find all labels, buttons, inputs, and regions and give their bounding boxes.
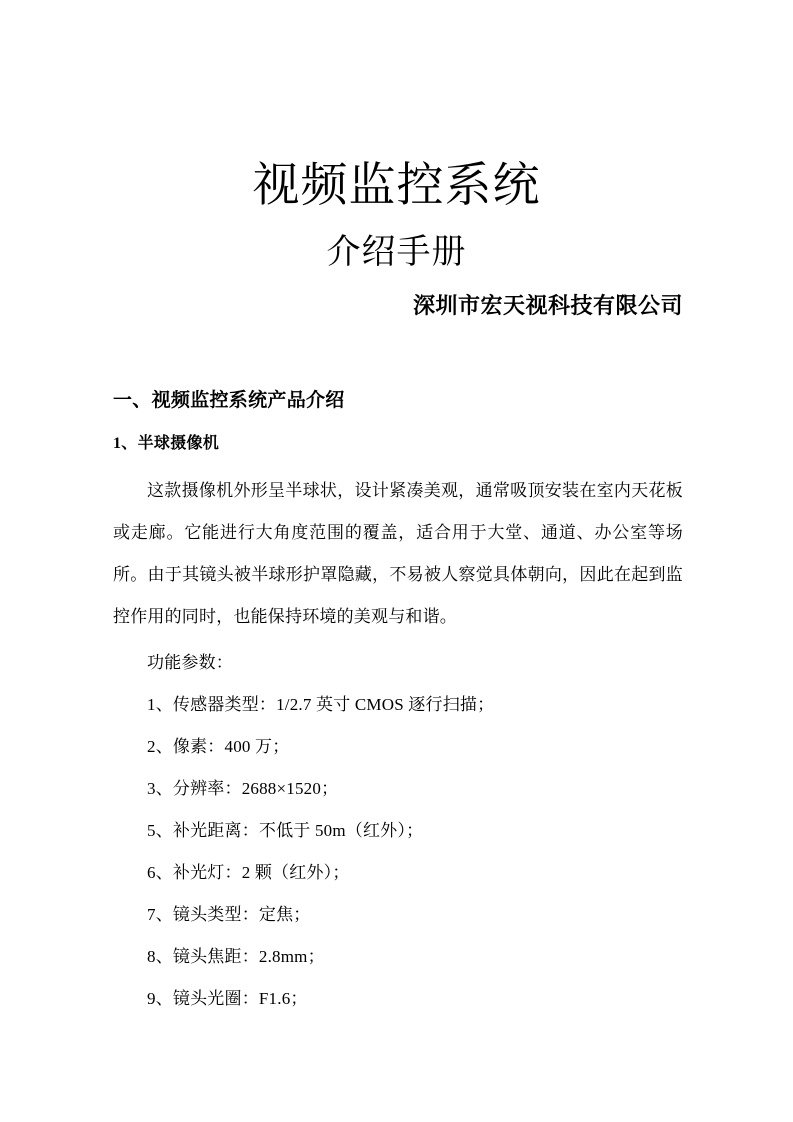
parameters-label: 功能参数： — [147, 653, 233, 672]
list-item: 5、补光距离：不低于 50m（红外）； — [147, 821, 424, 840]
list-item: 9、镜头光圈：F1.6； — [147, 989, 308, 1008]
body-paragraph: 这款摄像机外形呈半球状，设计紧凑美观，通常吸顶安装在室内天花板或走廊。它能进行大角度范围的覆盖，适合用于大堂、通道、办公室等场所。由于其镜头被半球形护罩隐藏，不易被人察觉具体朝向，因此在起到监控作用的同时，也能保持环境的美观与和谐。 — [113, 481, 683, 626]
list-item: 8、镜头焦距：2.8mm； — [147, 947, 325, 966]
document-title: 视频监控系统 — [252, 160, 541, 212]
list-item: 3、分辨率：2688×1520； — [147, 779, 339, 798]
subsection-heading-dome-camera: 1、半球摄像机 — [113, 435, 220, 452]
parameter-list — [113, 684, 683, 1020]
company-name: 深圳市宏天视科技有限公司 — [412, 293, 683, 318]
section-heading: 一、视频监控系统产品介绍 — [113, 390, 345, 411]
document-subtitle: 介绍手册 — [326, 234, 467, 271]
document-body — [113, 386, 683, 1020]
list-item: 7、镜头类型：定焦； — [147, 905, 311, 924]
list-item: 2、像素：400 万； — [147, 737, 290, 756]
list-item: 1、传感器类型：1/2.7 英寸 CMOS 逐行扫描； — [147, 695, 495, 714]
list-item: 6、补光灯：2 颗（红外）； — [147, 863, 350, 882]
